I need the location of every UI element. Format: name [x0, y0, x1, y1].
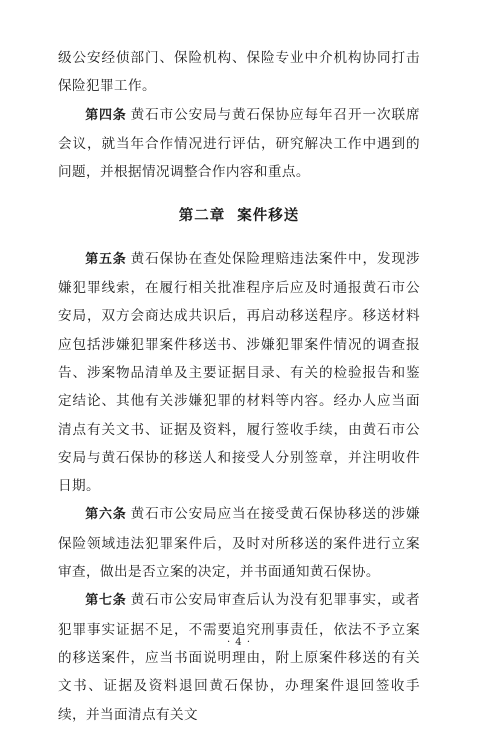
article-7-text: 黄石市公安局审查后认为没有犯罪事实，或者犯罪事实证据不足，不需要追究刑事责任，依法不予立案的移送案件，应当书面说明理由，附上原案件移送的有关文书、证据及资料退回黄石保协，办理案件退回签收手续，并当面清点有关文 [58, 592, 420, 723]
document-body [58, 44, 420, 729]
article-5-paragraph [58, 245, 420, 501]
article-6-paragraph [58, 500, 420, 586]
article-6-number: 第六条 [85, 507, 127, 523]
page-number: · 4 · [226, 637, 252, 648]
chapter-title: 案件移送 [237, 208, 300, 225]
chapter-heading [58, 202, 420, 230]
article-5-text: 黄石保协在查处保险理赔违法案件中，发现涉嫌犯罪线索，在履行相关批准程序后应及时通报黄石市公安局，双方会商达成共识后，再启动移送程序。移送材料应包括涉嫌犯罪案件移送书、涉嫌犯罪案件情况的调查报告、涉案物品清单及主要证据目录、有关的检验报告和鉴定结论、其他有关涉嫌犯罪的材料等内容。经办人应当面清点有关文书、证据及资料，履行签收手续，由黄石市公安局与黄石保协的移送人和接受人分别签章，并注明收件日期。 [58, 250, 420, 495]
chapter-number: 第二章 [178, 208, 226, 225]
article-7-number: 第七条 [85, 593, 127, 609]
article-4-text: 黄石市公安局与黄石保协应每年召开一次联席会议，就当年合作情况进行评估，研究解决工作中遇到的问题，并根据情况调整合作内容和重点。 [58, 106, 420, 181]
article-4-number: 第四条 [85, 107, 127, 123]
intro-continuation-paragraph [58, 44, 420, 101]
article-4-paragraph [58, 101, 420, 187]
article-5-number: 第五条 [85, 251, 127, 267]
intro-continuation-text: 级公安经侦部门、保险机构、保险专业中介机构协同打击保险犯罪工作。 [58, 50, 420, 95]
article-6-text: 黄石市公安局应当在接受黄石保协移送的涉嫌保险领域违法犯罪案件后，及时对所移送的案件进行立案审查，做出是否立案的决定，并书面通知黄石保协。 [58, 506, 420, 581]
article-7-paragraph [58, 586, 420, 728]
